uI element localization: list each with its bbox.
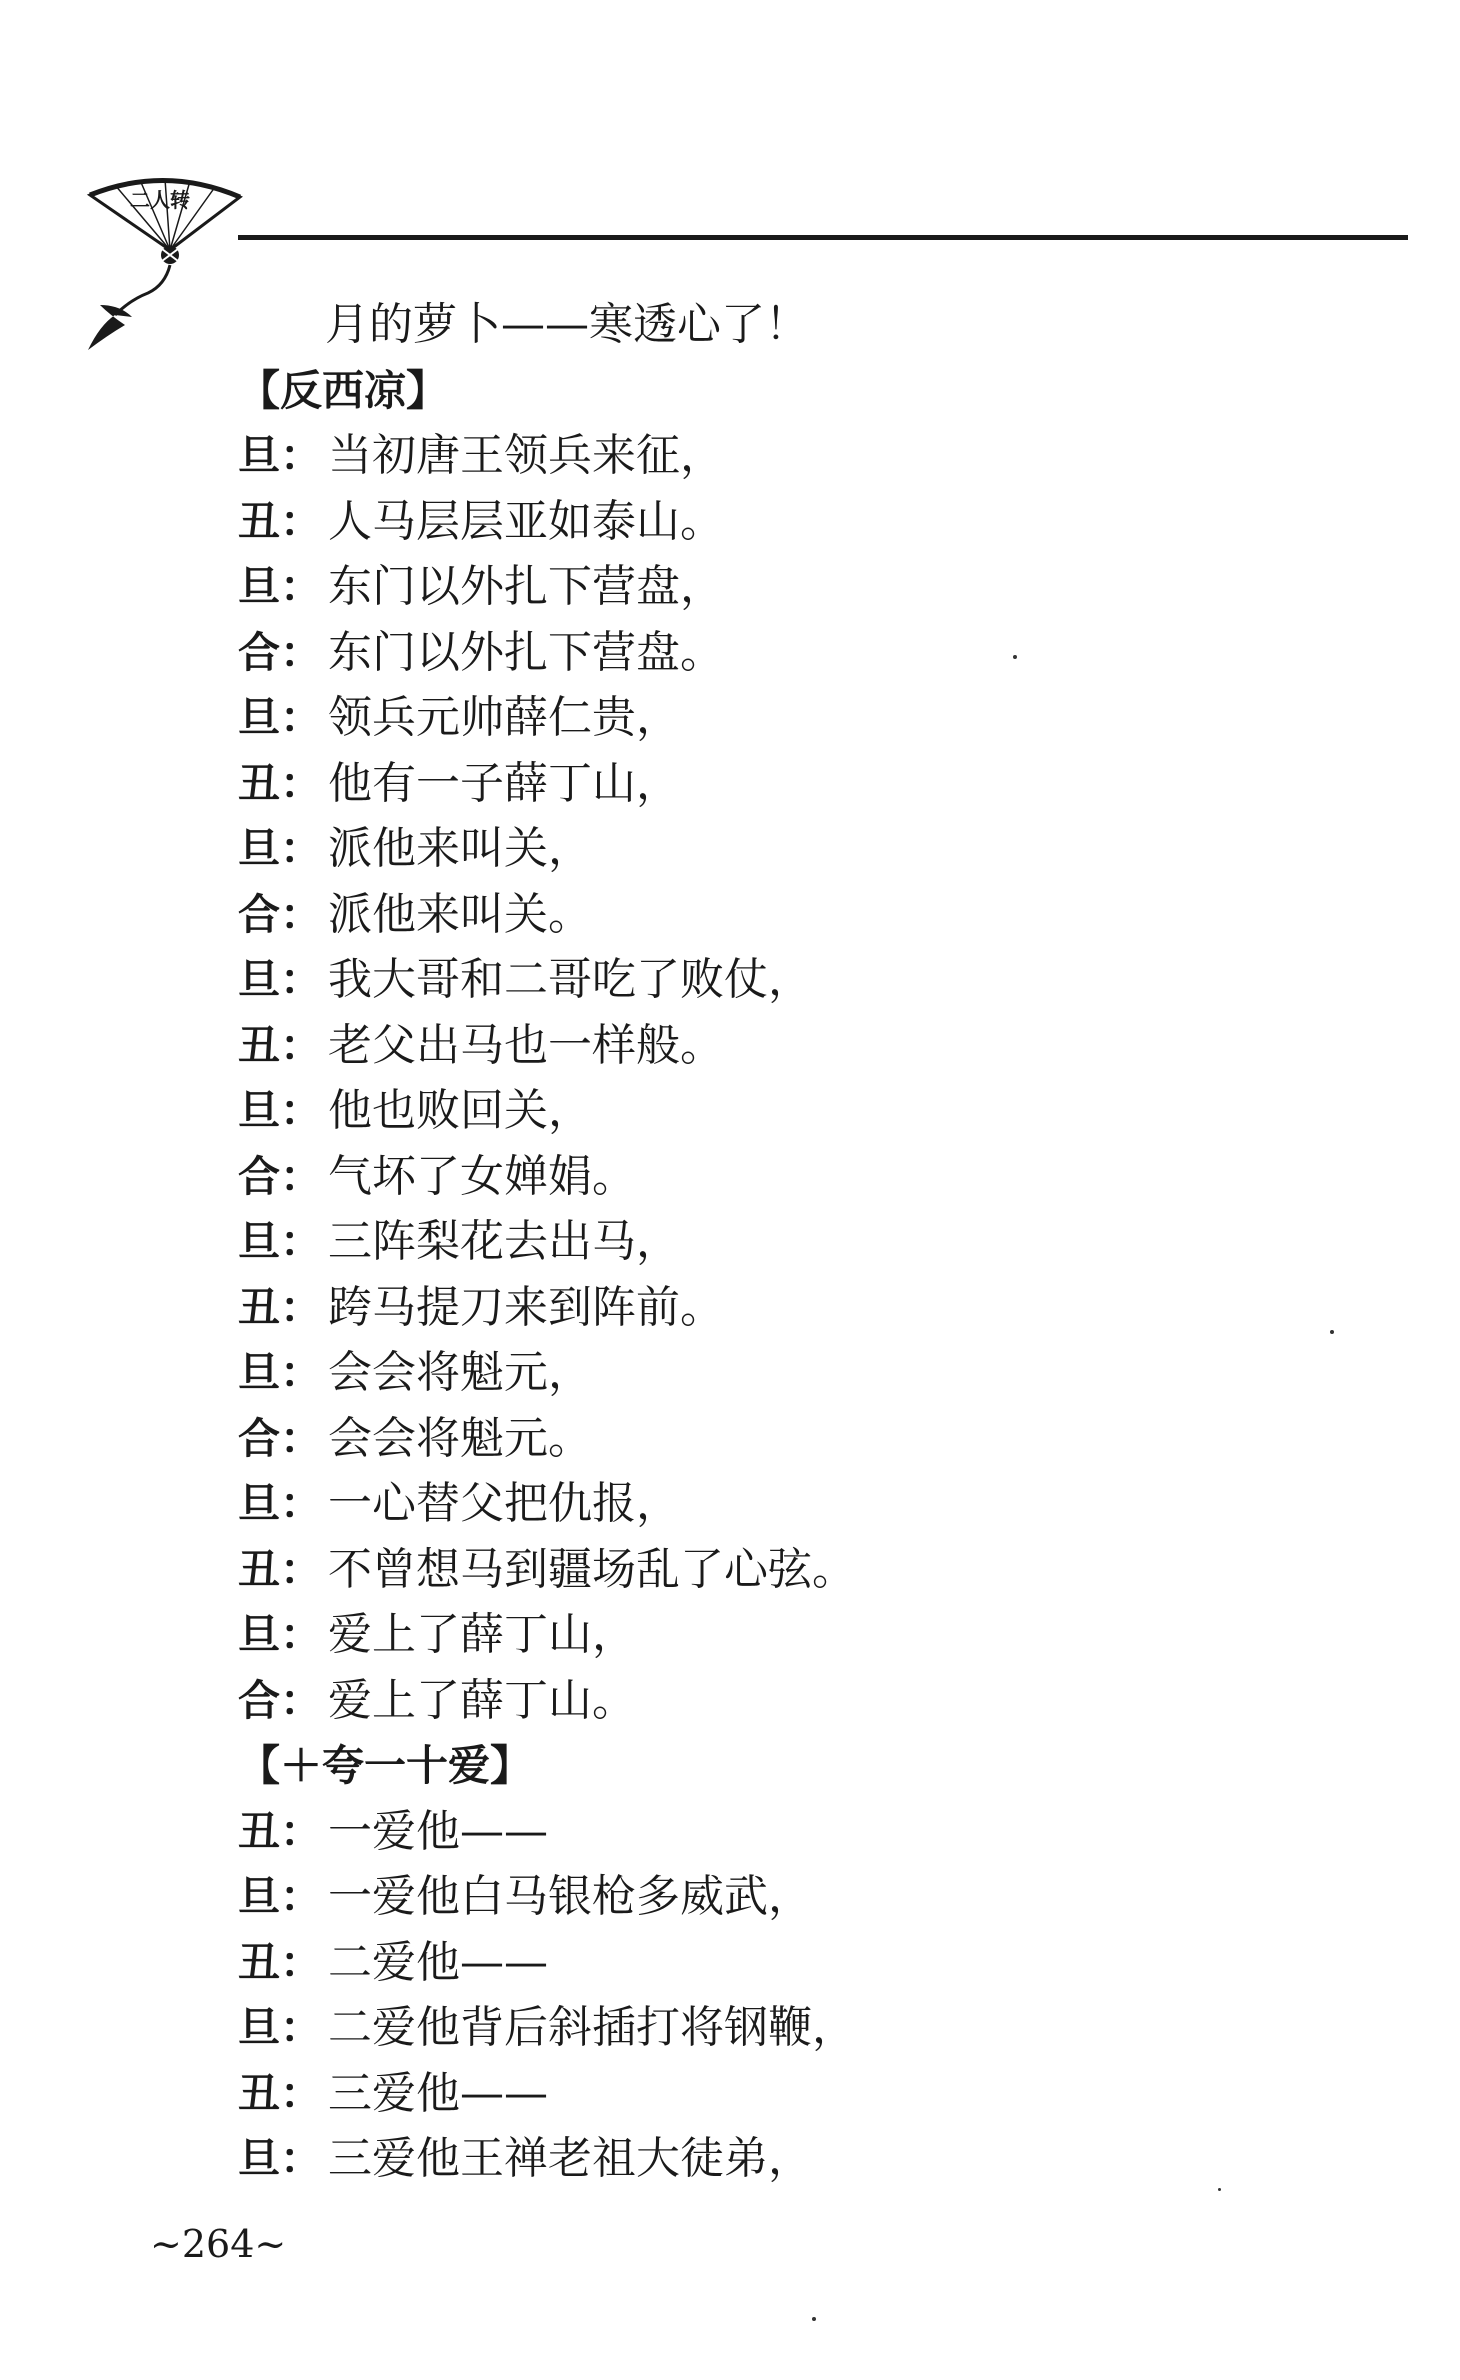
- role-label: 旦: [238, 2134, 281, 2183]
- role-label: 旦: [238, 824, 281, 873]
- verse-text: 爱上了薛丁山。: [328, 1674, 637, 1726]
- dialog-line: [238, 1209, 1338, 1275]
- role-label: 合: [238, 627, 281, 677]
- verse-text: 领兵元帅薛仁贵，: [328, 692, 681, 743]
- section-heading: 【反西凉】: [238, 365, 449, 415]
- role-colon: ：: [280, 1479, 323, 1528]
- dialog-line: [238, 1668, 1338, 1734]
- script-text: [238, 292, 1338, 2192]
- role-label: 合: [238, 1675, 281, 1725]
- dialog-line: [238, 1144, 1338, 1210]
- role-colon: ：: [280, 1610, 323, 1659]
- role-colon: ：: [280, 1217, 323, 1266]
- dialog-line: [238, 947, 1338, 1013]
- role-colon: ：: [280, 1020, 323, 1070]
- dialog-line: [238, 1013, 1338, 1079]
- verse-text: 气坏了女婵娟。: [328, 1150, 637, 1202]
- role-colon: ：: [280, 562, 323, 611]
- dialog-line: [238, 423, 1338, 489]
- role-colon: ：: [280, 758, 323, 808]
- verse-text: 爱上了薛丁山，: [328, 1609, 637, 1660]
- dialog-line: [238, 1930, 1338, 1996]
- role-label: 旦: [238, 1610, 281, 1659]
- scan-speck: [1013, 655, 1017, 659]
- role-label: 合: [238, 1413, 281, 1463]
- dialog-line: [238, 1537, 1338, 1603]
- verse-text: 三阵梨花去出马，: [328, 1216, 681, 1267]
- header-rule: [238, 235, 1408, 240]
- role-colon: ：: [280, 955, 323, 1004]
- role-label: 旦: [238, 562, 281, 611]
- role-colon: ：: [280, 1086, 323, 1135]
- dialog-line: [238, 1602, 1338, 1668]
- dialog-line: [238, 751, 1338, 817]
- scan-speck: [1330, 1330, 1334, 1334]
- dialog-line: [238, 1799, 1338, 1865]
- dialog-line: [238, 489, 1338, 555]
- role-colon: ：: [280, 2134, 323, 2183]
- role-label: 合: [238, 889, 281, 939]
- verse-text: 老父出马也一样般。: [328, 1019, 725, 1071]
- role-colon: ：: [280, 1806, 323, 1856]
- dialog-line: [238, 620, 1338, 686]
- dialog-line: [238, 1078, 1338, 1144]
- verse-text: 三爱他——: [328, 2067, 549, 2119]
- role-colon: ：: [280, 2068, 323, 2118]
- role-colon: ：: [280, 627, 323, 677]
- role-colon: ：: [280, 1282, 323, 1332]
- role-label: 旦: [238, 1479, 281, 1528]
- dialog-line: [238, 685, 1338, 751]
- verse-text: 一心替父把仇报，: [328, 1478, 681, 1529]
- role-label: 丑: [238, 758, 281, 808]
- role-label: 旦: [238, 2003, 281, 2052]
- dialog-line: [238, 2061, 1338, 2127]
- verse-text: 东门以外扎下营盘，: [328, 561, 725, 612]
- role-colon: ：: [280, 1872, 323, 1921]
- dialog-line: [238, 1406, 1338, 1472]
- role-colon: ：: [280, 1675, 323, 1725]
- verse-text: 不曾想马到疆场乱了心弦。: [328, 1543, 857, 1595]
- verse-text: 一爱他白马银枪多威武，: [328, 1871, 813, 1922]
- section-heading: 【＋夸一十爱】: [238, 1741, 533, 1790]
- role-colon: ：: [280, 2003, 323, 2052]
- dialog-line: [238, 1995, 1338, 2061]
- role-colon: ：: [280, 824, 323, 873]
- role-label: 丑: [238, 1937, 281, 1987]
- dialog-line: [238, 1340, 1338, 1406]
- verse-text: 一爱他——: [328, 1805, 549, 1857]
- verse-text: 派他来叫关。: [328, 888, 593, 940]
- verse-text: 二爱他——: [328, 1936, 549, 1988]
- role-label: 旦: [238, 1872, 281, 1921]
- role-label: 旦: [238, 1217, 281, 1266]
- dialog-line: [238, 554, 1338, 620]
- dialog-line: [238, 1471, 1338, 1537]
- verse-text: 三爱他王禅老祖大徒弟，: [328, 2133, 813, 2184]
- role-colon: ：: [280, 1413, 323, 1463]
- verse-text: 他有一子薛丁山，: [328, 757, 681, 809]
- role-label: 丑: [238, 1282, 281, 1332]
- role-label: 旦: [238, 431, 281, 480]
- verse-text: 他也败回关，: [328, 1085, 593, 1136]
- role-colon: ：: [280, 889, 323, 939]
- page-number: ~264~: [150, 2222, 287, 2266]
- verse-text: 二爱他背后斜插打将钢鞭，: [328, 2002, 857, 2053]
- role-colon: ：: [280, 496, 323, 546]
- verse-text: 会会将魁元。: [328, 1412, 593, 1464]
- role-label: 丑: [238, 1020, 281, 1070]
- scan-speck: [1218, 2188, 1221, 2191]
- dialog-line: [238, 816, 1338, 882]
- dialog-line: [238, 882, 1338, 948]
- dialog-line: [238, 2126, 1338, 2192]
- role-colon: ：: [280, 1544, 323, 1594]
- verse-text: 东门以外扎下营盘。: [328, 626, 725, 678]
- verse-text: 人马层层亚如泰山。: [328, 495, 725, 547]
- verse-text: 派他来叫关，: [328, 823, 593, 874]
- role-label: 丑: [238, 1544, 281, 1594]
- dialog-line: [238, 1864, 1338, 1930]
- role-label: 丑: [238, 496, 281, 546]
- dialog-line: [238, 1275, 1338, 1341]
- role-label: 合: [238, 1151, 281, 1201]
- role-label: 丑: [238, 2068, 281, 2118]
- scan-speck: [812, 2317, 816, 2321]
- verse-text: 会会将魁元，: [328, 1347, 593, 1398]
- role-colon: ：: [280, 431, 323, 480]
- role-label: 旦: [238, 1086, 281, 1135]
- role-label: 旦: [238, 693, 281, 742]
- verse-text: 我大哥和二哥吃了败仗，: [328, 954, 813, 1005]
- role-label: 旦: [238, 1348, 281, 1397]
- continued-line: 月的萝卜——寒透心了！: [325, 299, 809, 350]
- role-label: 丑: [238, 1806, 281, 1856]
- role-colon: ：: [280, 1151, 323, 1201]
- verse-text: 跨马提刀来到阵前。: [328, 1281, 725, 1333]
- role-colon: ：: [280, 693, 323, 742]
- verse-text: 当初唐王领兵来征，: [328, 430, 725, 481]
- fan-emblem-label: 二人转: [130, 188, 190, 212]
- role-label: 旦: [238, 955, 281, 1004]
- role-colon: ：: [280, 1348, 323, 1397]
- role-colon: ：: [280, 1937, 323, 1987]
